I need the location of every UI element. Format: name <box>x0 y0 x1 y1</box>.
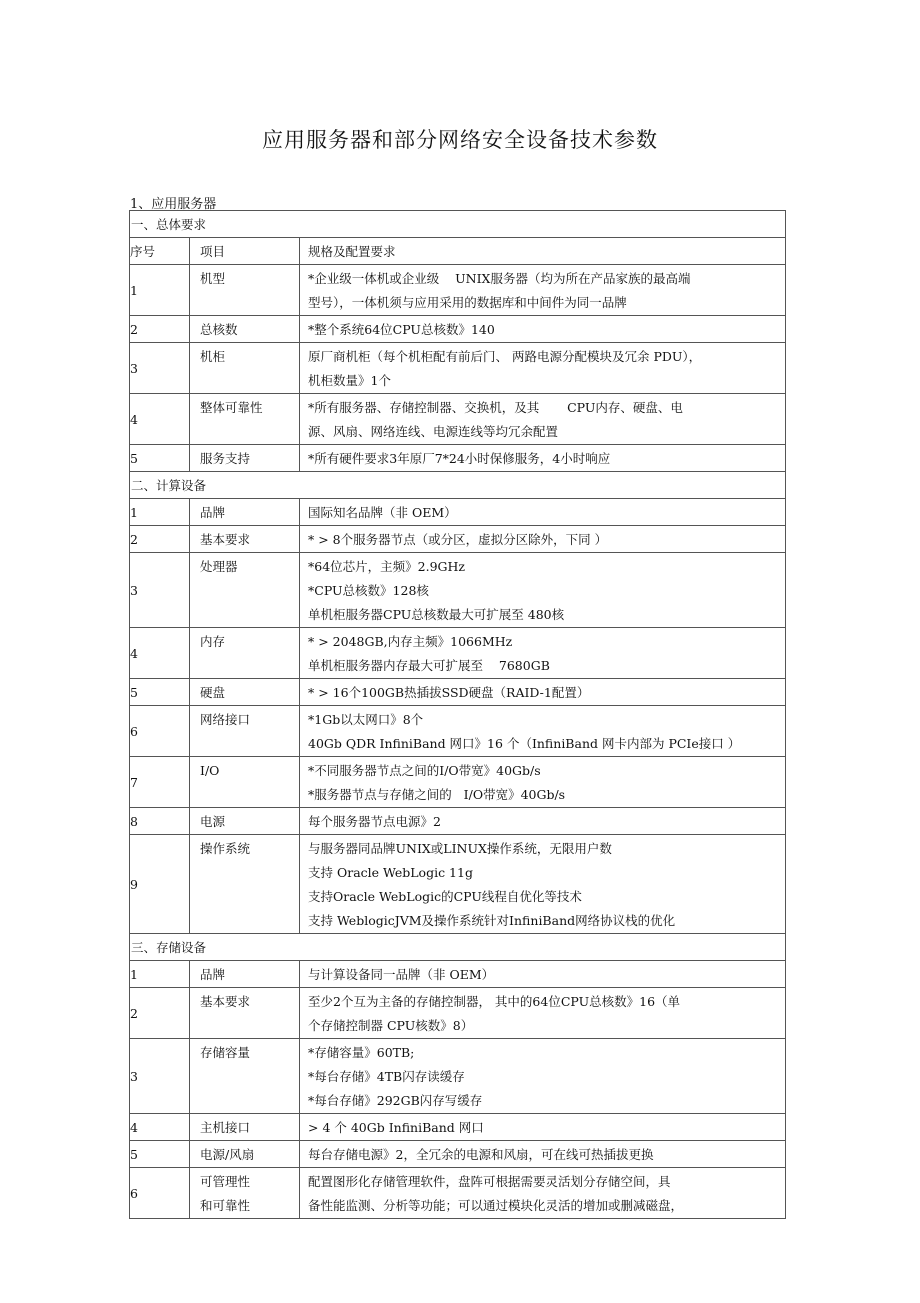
spec-line: *所有服务器、存储控制器、交换机，及其 CPU内存、硬盘、电 <box>308 400 683 415</box>
row-spec <box>300 706 786 757</box>
spec-line: *所有硬件要求3年原厂7*24小时保修服务，4小时响应 <box>308 451 611 466</box>
row-spec <box>300 394 786 445</box>
item-line: 总核数 <box>200 322 238 337</box>
row-number: 6 <box>130 706 190 757</box>
row-item <box>190 1141 300 1168</box>
table-row <box>130 343 786 394</box>
row-spec <box>300 1168 786 1219</box>
row-number: 1 <box>130 961 190 988</box>
row-item <box>190 679 300 706</box>
spec-line: 支持 Oracle WebLogic 11g <box>308 865 473 880</box>
spec-line: *每台存储》4TB闪存读缓存 <box>308 1069 465 1084</box>
row-spec <box>300 343 786 394</box>
spec-line: * > 16个100GB热插拔SSD硬盘（RAID-1配置） <box>308 685 590 700</box>
row-item <box>190 553 300 628</box>
table-row <box>130 628 786 679</box>
row-spec <box>300 961 786 988</box>
table-row <box>130 808 786 835</box>
table-row <box>130 394 786 445</box>
spec-line: 每个服务器节点电源》2 <box>308 814 441 829</box>
row-number: 8 <box>130 808 190 835</box>
row-item <box>190 343 300 394</box>
row-spec <box>300 1114 786 1141</box>
row-number: 6 <box>130 1168 190 1219</box>
spec-line: 40Gb QDR InfiniBand 网口》16 个（InfiniBand 网卡内部为 PCIe接口 ） <box>308 736 741 751</box>
table-row <box>130 265 786 316</box>
item-line: 可管理性 <box>200 1174 251 1189</box>
table-row <box>130 1039 786 1114</box>
spec-line: 机柜数量》1个 <box>308 373 391 388</box>
row-spec <box>300 265 786 316</box>
row-spec <box>300 499 786 526</box>
table-row <box>130 316 786 343</box>
item-line: 内存 <box>200 634 226 649</box>
spec-line: 原厂商机柜（每个机柜配有前后门、 两路电源分配模块及冗余 PDU）， <box>308 349 702 364</box>
row-number: 2 <box>130 526 190 553</box>
spec-line: *企业级一体机或企业级 UNIX服务器（均为所在产品家族的最高端 <box>308 271 691 286</box>
table-row <box>130 553 786 628</box>
item-line: 服务支持 <box>200 451 251 466</box>
row-number: 7 <box>130 757 190 808</box>
item-line: 机柜 <box>200 349 226 364</box>
row-number: 5 <box>130 445 190 472</box>
table-row <box>130 679 786 706</box>
row-item <box>190 1039 300 1114</box>
page-title: 应用服务器和部分网络安全设备技术参数 <box>262 128 658 152</box>
row-item <box>190 988 300 1039</box>
section-heading: 1、应用服务器 <box>130 197 217 212</box>
table-row <box>130 1141 786 1168</box>
spec-line: *存储容量》60TB; <box>308 1045 415 1060</box>
item-line: 处理器 <box>200 559 238 574</box>
spec-line: *不同服务器节点之间的I/O带宽》40Gb/s <box>308 763 541 778</box>
table-row <box>130 706 786 757</box>
row-number: 1 <box>130 499 190 526</box>
spec-line: * > 8个服务器节点（或分区，虚拟分区除外，下同 ） <box>308 532 608 547</box>
column-header-spec: 规格及配置要求 <box>300 238 786 265</box>
spec-line: *1Gb以太网口》8个 <box>308 712 424 727</box>
row-spec <box>300 553 786 628</box>
spec-line: *服务器节点与存储之间的 I/O带宽》40Gb/s <box>308 787 566 802</box>
row-number: 1 <box>130 265 190 316</box>
table-row <box>130 961 786 988</box>
row-number: 2 <box>130 316 190 343</box>
item-line: 整体可靠性 <box>200 400 263 415</box>
spec-line: 支持Oracle WebLogic的CPU线程自优化等技术 <box>308 889 582 904</box>
header-row <box>130 238 786 265</box>
row-item <box>190 394 300 445</box>
spec-table <box>129 210 786 1219</box>
item-line: 网络接口 <box>200 712 251 727</box>
spec-line: *整个系统64位CPU总核数》140 <box>308 322 495 337</box>
spec-line: 至少2个互为主备的存储控制器， 其中的64位CPU总核数》16（单 <box>308 994 681 1009</box>
row-item <box>190 1114 300 1141</box>
row-number: 3 <box>130 343 190 394</box>
row-item <box>190 1168 300 1219</box>
row-spec <box>300 835 786 934</box>
spec-line: 备性能监测、分析等功能；可以通过模块化灵活的增加或删减磁盘， <box>308 1198 684 1213</box>
table-row <box>130 1114 786 1141</box>
group-row <box>130 472 786 499</box>
row-item <box>190 316 300 343</box>
table-row <box>130 988 786 1039</box>
row-spec <box>300 445 786 472</box>
spec-line: 支持 WeblogicJVM及操作系统针对InfiniBand网络协议栈的优化 <box>308 913 676 928</box>
item-line: 电源 <box>200 814 226 829</box>
row-spec <box>300 1141 786 1168</box>
spec-line: 型号），一体机须与应用采用的数据库和中间件为同一品牌 <box>308 295 627 310</box>
row-item <box>190 706 300 757</box>
row-item <box>190 445 300 472</box>
spec-line: 个存储控制器 CPU核数》8） <box>308 1018 474 1033</box>
column-header-item: 项目 <box>190 238 300 265</box>
spec-line: 源、风扇、网络连线、电源连线等均冗余配置 <box>308 424 559 439</box>
row-number: 4 <box>130 394 190 445</box>
row-item <box>190 757 300 808</box>
group-row <box>130 211 786 238</box>
row-number: 4 <box>130 628 190 679</box>
row-spec <box>300 757 786 808</box>
item-line: 机型 <box>200 271 226 286</box>
row-spec <box>300 628 786 679</box>
row-item <box>190 835 300 934</box>
spec-line: 国际知名品牌（非 OEM） <box>308 505 457 520</box>
table-row <box>130 445 786 472</box>
spec-line: 与计算设备同一品牌（非 OEM） <box>308 967 495 982</box>
item-line: 品牌 <box>200 967 226 982</box>
row-number: 5 <box>130 679 190 706</box>
row-spec <box>300 679 786 706</box>
row-item <box>190 499 300 526</box>
row-spec <box>300 988 786 1039</box>
item-line: 和可靠性 <box>200 1198 251 1213</box>
row-number: 4 <box>130 1114 190 1141</box>
item-line: 电源/风扇 <box>200 1147 255 1162</box>
row-spec <box>300 526 786 553</box>
spec-line: *64位芯片，主频》2.9GHz <box>308 559 466 574</box>
spec-line: 配置图形化存储管理软件，盘阵可根据需要灵活划分存储空间，具 <box>308 1174 671 1189</box>
row-item <box>190 265 300 316</box>
group-row <box>130 934 786 961</box>
spec-line: 每台存储电源》2，全冗余的电源和风扇，可在线可热插拔更换 <box>308 1147 654 1162</box>
item-line: 基本要求 <box>200 994 251 1009</box>
group-heading: 二、计算设备 <box>130 472 786 499</box>
row-spec <box>300 808 786 835</box>
item-line: 操作系统 <box>200 841 251 856</box>
spec-line: *每台存储》292GB闪存写缓存 <box>308 1093 483 1108</box>
row-number: 9 <box>130 835 190 934</box>
spec-line: 单机柜服务器CPU总核数最大可扩展至 480核 <box>308 607 565 622</box>
row-number: 3 <box>130 1039 190 1114</box>
group-heading: 三、存储设备 <box>130 934 786 961</box>
item-line: 存储容量 <box>200 1045 251 1060</box>
table-row <box>130 526 786 553</box>
row-item <box>190 628 300 679</box>
table-row <box>130 499 786 526</box>
column-header-no: 序号 <box>130 238 190 265</box>
row-spec <box>300 1039 786 1114</box>
spec-line: > 4 个 40Gb InfiniBand 网口 <box>308 1120 484 1135</box>
row-spec <box>300 316 786 343</box>
table-row <box>130 835 786 934</box>
row-number: 2 <box>130 988 190 1039</box>
group-heading: 一、总体要求 <box>130 211 786 238</box>
item-line: 品牌 <box>200 505 226 520</box>
spec-line: *CPU总核数》128核 <box>308 583 429 598</box>
table-row <box>130 1168 786 1219</box>
row-number: 3 <box>130 553 190 628</box>
row-item <box>190 961 300 988</box>
spec-line: 与服务器同品牌UNIX或LINUX操作系统，无限用户数 <box>308 841 612 856</box>
item-line: 主机接口 <box>200 1120 251 1135</box>
row-number: 5 <box>130 1141 190 1168</box>
spec-line: 单机柜服务器内存最大可扩展至 7680GB <box>308 658 550 673</box>
item-line: 硬盘 <box>200 685 226 700</box>
row-item <box>190 526 300 553</box>
table-row <box>130 757 786 808</box>
item-line: I/O <box>200 763 220 778</box>
item-line: 基本要求 <box>200 532 251 547</box>
row-item <box>190 808 300 835</box>
spec-line: * > 2048GB,内存主频》1066MHz <box>308 634 513 649</box>
